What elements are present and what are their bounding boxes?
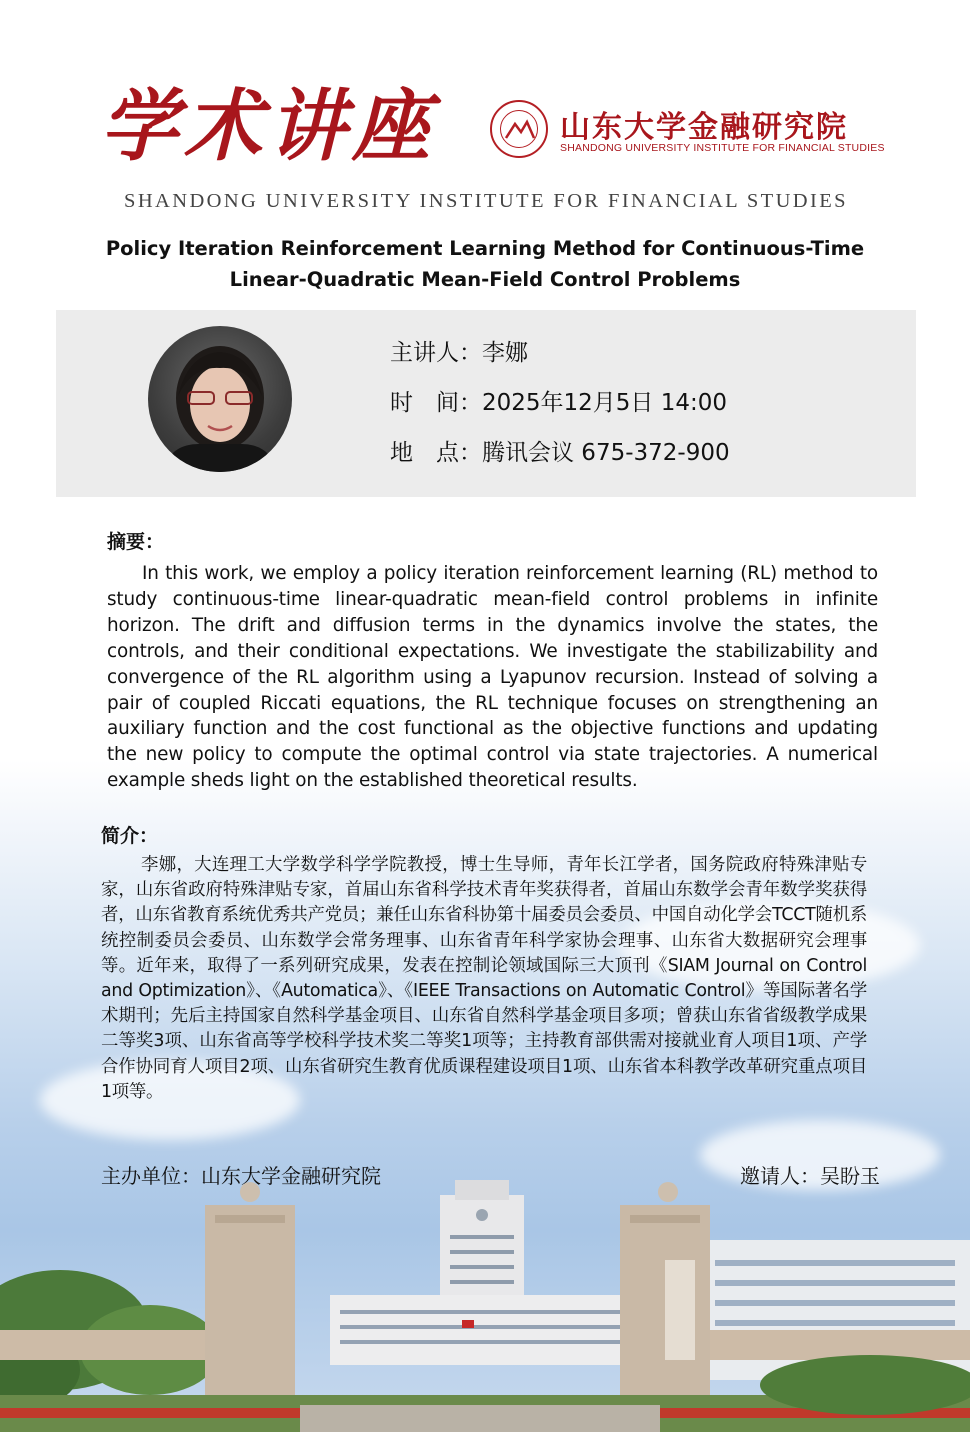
campus-illustration (0, 1180, 970, 1432)
time-value: 2025年12月5日 14:00 (482, 390, 728, 416)
speaker-photo (148, 326, 292, 472)
inviter-label: 邀请人： (740, 1164, 820, 1188)
speaker-line (390, 334, 528, 367)
institute-name-en: SHANDONG UNIVERSITY INSTITUTE FOR FINANCIAL STUDIES (124, 190, 848, 212)
bio-heading: 简介： (101, 825, 159, 847)
logo-name-en: SHANDONG UNIVERSITY INSTITUTE FOR FINANCIAL STUDIES (560, 142, 885, 154)
talk-title (60, 233, 910, 295)
emblem-icon (490, 100, 548, 158)
inviter-value: 吴盼玉 (820, 1164, 880, 1188)
inviter-line (740, 1160, 880, 1189)
talk-title-line2: Linear-Quadratic Mean-Field Control Problems (229, 268, 741, 291)
host-label: 主办单位： (101, 1164, 201, 1188)
host-line (101, 1160, 381, 1189)
bio-text: 李娜，大连理工大学数学科学学院教授，博士生导师，青年长江学者，国务院政府特殊津贴专家，山东省政府特殊津贴专家，首届山东省科学技术青年奖获得者，首届山东数学会青年数学奖获得者，山东省教育系统优秀共产党员；兼任山东省科协第十届委员会委员、中国自动化学会TCCT随机系统控制委员会委员、山东数学会常务理事、山东省青年科学家协会理事、山东省大数据研究会理事等。近年来，取得了一系列研究成果，发表在控制论领域国际三大顶刊《SIAM Journal on Control and Optimization》、《Automatica》、《IEEE Transactions on Automatic Control》等国际著名学术期刊；先后主持国家自然科学基金项目、山东省自然科学基金项目多项；曾获山东省省级教学成果二等奖3项、山东省高等学校科学技术奖二等奖1项等；主持教育部供需对接就业育人项目1项、产学合作协同育人项目2项、山东省研究生教育优质课程建设项目1项、山东省本科教学改革研究重点项目1项等。 (101, 855, 867, 1102)
abstract-text: In this work, we employ a policy iteration reinforcement learning (RL) method to study continuous-time linear-quadratic mean-field control problems in infinite horizon. The drift and diffusion terms in the dynamics involve the states, the controls, and their conditional expectations. We investigate the stabilizability and convergence of the RL algorithm using a Lyapunov recursion. Instead of solving a pair of coupled Riccati equations, the RL technique focuses on strengthening an auxiliary function and the cost functional as the objective functions and updating the new policy to compute the optimal control via state trajectories. A numerical example sheds light on the established theoretical results. (107, 563, 878, 792)
place-line (390, 434, 730, 467)
time-label: 时 间： (390, 390, 482, 416)
abstract-heading: 摘要： (107, 531, 165, 553)
logo-name-cn: 山东大学金融研究院 (560, 110, 848, 145)
host-value: 山东大学金融研究院 (201, 1164, 381, 1188)
speaker-name: 李娜 (482, 340, 528, 366)
talk-title-line1: Policy Iteration Reinforcement Learning Method for Continuous-Time (105, 237, 865, 260)
place-value: 腾讯会议 675-372-900 (482, 440, 730, 466)
institute-logo (490, 100, 885, 160)
place-label: 地 点： (390, 440, 482, 466)
speaker-label: 主讲人： (390, 340, 482, 366)
lecture-title-cn: 学术讲座 (100, 81, 437, 172)
time-line (390, 384, 727, 417)
